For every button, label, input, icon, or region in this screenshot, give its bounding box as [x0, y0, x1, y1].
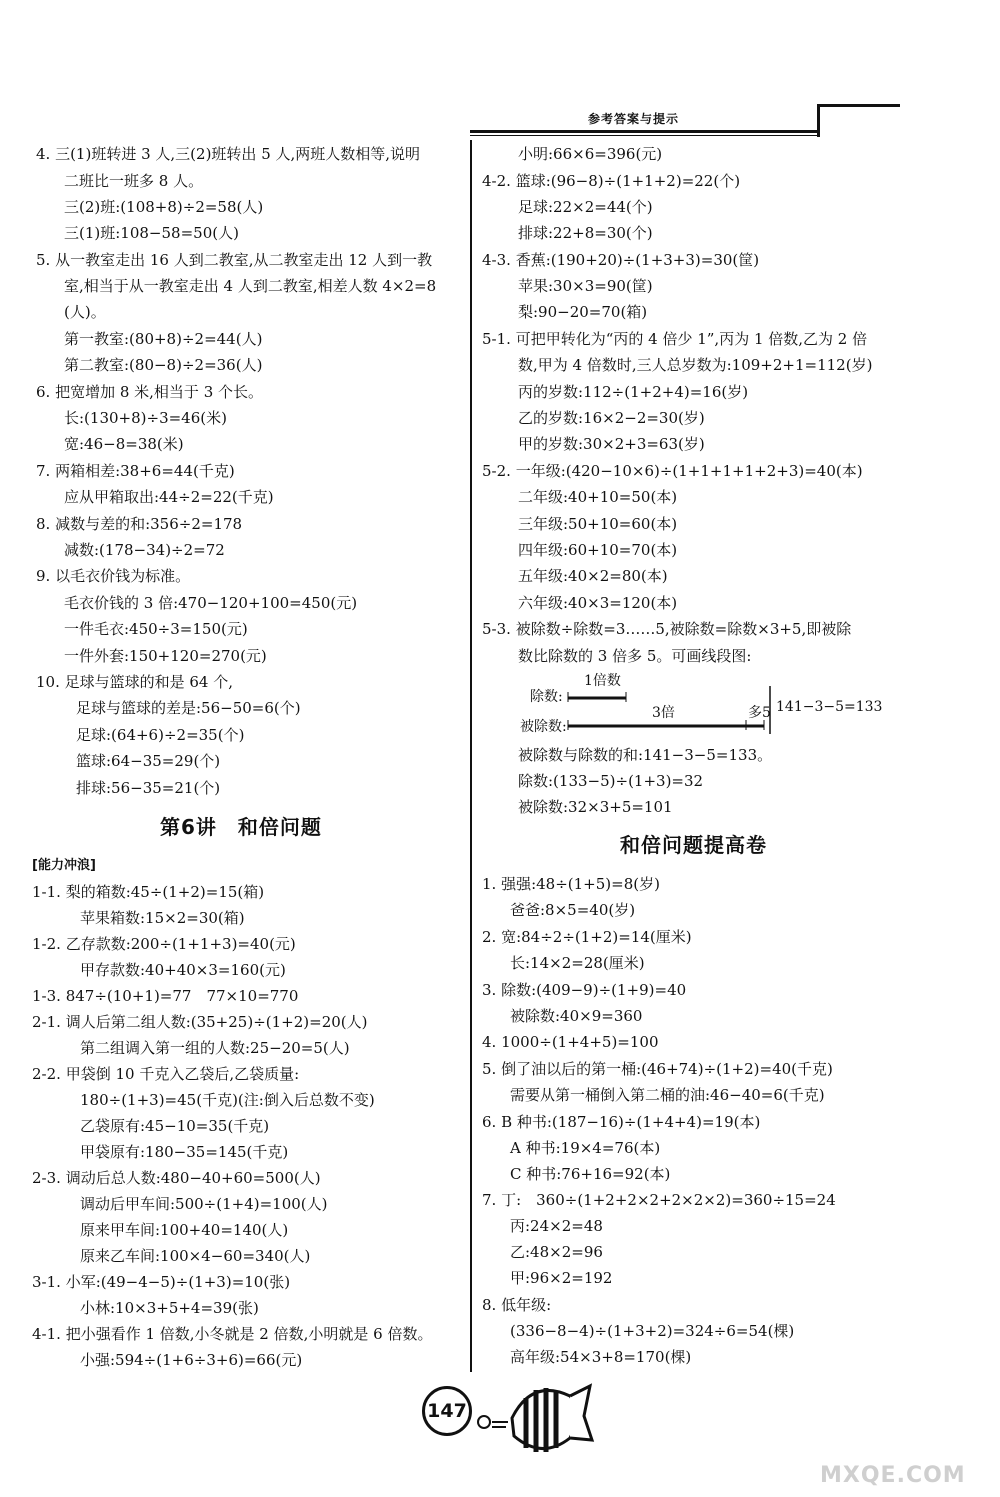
answer-line: 五年级:40×2=80(本) [518, 567, 668, 585]
answer-line: 6. 把宽增加 8 米,相当于 3 个长。 [36, 383, 264, 401]
answer-line: 六年级:40×3=120(本) [518, 594, 678, 612]
answer-line: 足球:22×2=44(个) [518, 198, 653, 216]
answer-line: 9. 以毛衣价钱为标准。 [36, 567, 191, 585]
answer-line: 需要从第一桶倒入第二桶的油:46−40=6(千克) [510, 1086, 825, 1104]
section-tag: [能力冲浪] [32, 858, 96, 873]
answer-line: 3. 除数:(409−9)÷(1+9)=40 [482, 981, 687, 999]
divisor-label: 除数: [530, 689, 563, 705]
answer-line: 1-3. 847÷(10+1)=77 77×10=770 [32, 987, 299, 1005]
answer-line: 第二组调入第一组的人数:25−20=5(人) [80, 1039, 350, 1057]
section-title: 第6讲 和倍问题 [160, 815, 322, 839]
answer-line: 2-3. 调动后总人数:480−40+60=500(人) [32, 1169, 321, 1187]
exam-title: 和倍问题提高卷 [620, 833, 767, 857]
answer-line: 6. B 种书:(187−16)÷(1+4+4)=19(本) [482, 1113, 761, 1131]
answer-line: 甲:96×2=192 [510, 1269, 613, 1287]
answer-line: 5-1. 可把甲转化为“丙的 4 倍少 1”,丙为 1 倍数,乙为 2 倍 [482, 330, 868, 348]
answer-line: 第二教室:(80−8)÷2=36(人) [64, 356, 263, 374]
answer-line: 乙袋原有:45−10=35(千克) [80, 1117, 270, 1135]
answer-line: 4-2. 篮球:(96−8)÷(1+1+2)=22(个) [482, 172, 741, 190]
page-footer [422, 1378, 622, 1468]
answer-line: 长:14×2=28(厘米) [510, 954, 645, 972]
answer-line: C 种书:76+16=92(本) [510, 1165, 671, 1183]
answer-line: (人)。 [64, 303, 106, 321]
answer-line: 三年级:50+10=60(本) [518, 515, 678, 533]
answer-line: 7. 两箱相差:38+6=44(千克) [36, 462, 235, 480]
answer-line: 苹果:30×3=90(筐) [518, 277, 653, 295]
answer-line: 足球:(64+6)÷2=35(个) [76, 726, 245, 744]
answer-line: 4-1. 把小强看作 1 倍数,小冬就是 2 倍数,小明就是 6 倍数。 [32, 1325, 433, 1343]
answer-line: 1-1. 梨的箱数:45÷(1+2)=15(箱) [32, 883, 265, 901]
answer-line: 乙的岁数:16×2−2=30(岁) [518, 409, 705, 427]
three-times-label: 3倍 [652, 705, 675, 721]
one-times-label: 1倍数 [584, 673, 621, 689]
answer-line: 毛衣价钱的 3 倍:470−120+100=450(元) [64, 594, 358, 612]
answer-line: 小强:594÷(1+6÷3+6)=66(元) [80, 1351, 303, 1369]
answer-line: 小林:10×3+5+4=39(张) [80, 1299, 259, 1317]
answer-line: 二班比一班多 8 人。 [64, 172, 204, 190]
answer-line: 排球:56−35=21(个) [76, 779, 221, 797]
more-five-label: 多5 [748, 705, 771, 721]
answer-line: 一件外套:150+120=270(元) [64, 647, 267, 665]
answer-line: 原来甲车间:100+40=140(人) [80, 1221, 289, 1239]
answer-line: 三(2)班:(108+8)÷2=58(人) [64, 198, 264, 216]
answer-line: 2. 宽:84÷2÷(1+2)=14(厘米) [482, 928, 692, 946]
answer-line: (336−8−4)÷(1+3+2)=324÷6=54(棵) [510, 1322, 795, 1340]
answer-line: 8. 低年级: [482, 1296, 552, 1314]
dividend-label: 被除数: [520, 719, 567, 735]
header-rule-thin [470, 135, 820, 136]
answer-line: 被除数与除数的和:141−3−5=133。 [518, 746, 773, 764]
column-divider [470, 140, 472, 1372]
answer-line: 10. 足球与篮球的和是 64 个, [36, 673, 234, 691]
answer-line: 甲袋原有:180−35=145(千克) [80, 1143, 289, 1161]
answer-line: 丙:24×2=48 [510, 1217, 603, 1235]
answer-line: 四年级:60+10=70(本) [518, 541, 678, 559]
answer-line: 2-2. 甲袋倒 10 千克入乙袋后,乙袋质量: [32, 1065, 300, 1083]
answer-line: 4. 三(1)班转进 3 人,三(2)班转出 5 人,两班人数相等,说明 [36, 145, 421, 163]
answer-line: 室,相当于从一教室走出 4 人到二教室,相差人数 4×2=8 [64, 277, 437, 295]
page-number: 147 [422, 1386, 472, 1436]
watermark [820, 1420, 990, 1490]
answer-line: 1-2. 乙存款数:200÷(1+1+3)=40(元) [32, 935, 296, 953]
answer-line: 苹果箱数:15×2=30(箱) [80, 909, 245, 927]
answer-line: 4-3. 香蕉:(190+20)÷(1+3+3)=30(筐) [482, 251, 760, 269]
answer-line: 甲存款数:40+40×3=160(元) [80, 961, 286, 979]
answer-line: 宽:46−8=38(米) [64, 435, 184, 453]
answer-line: 被除数:40×9=360 [510, 1007, 643, 1025]
answer-line: 甲的岁数:30×2+3=63(岁) [518, 435, 705, 453]
segment-diagram [520, 672, 940, 742]
header-title: 参考答案与提示 [588, 112, 680, 126]
answer-line: 数比除数的 3 倍多 5。可画线段图: [518, 647, 752, 665]
answer-line: 减数:(178−34)÷2=72 [64, 541, 225, 559]
header-corner [817, 104, 900, 137]
answer-line: 2-1. 调人后第二组人数:(35+25)÷(1+2)=20(人) [32, 1013, 368, 1031]
answer-line: 排球:22+8=30(个) [518, 224, 653, 242]
header-rule [470, 130, 820, 133]
answer-line: 7. 丁: 360÷(1+2+2×2+2×2×2)=360÷15=24 [482, 1191, 836, 1209]
answer-line: 足球与篮球的差是:56−50=6(个) [76, 699, 301, 717]
fish-icon [472, 1378, 622, 1458]
answer-line: 小明:66×6=396(元) [518, 145, 663, 163]
watermark-text: MXQE.COM [820, 1463, 966, 1488]
answer-line: 第一教室:(80+8)÷2=44(人) [64, 330, 263, 348]
answer-line: 二年级:40+10=50(本) [518, 488, 678, 506]
page-header [470, 102, 900, 138]
diagram-result: 141−3−5=133 [776, 699, 883, 715]
segment-lines [520, 672, 780, 742]
answer-line: 5-3. 被除数÷除数=3……5,被除数=除数×3+5,即被除 [482, 620, 852, 638]
answer-line: 乙:48×2=96 [510, 1243, 603, 1261]
answer-line: 三(1)班:108−58=50(人) [64, 224, 239, 242]
answer-line: 丙的岁数:112÷(1+2+4)=16(岁) [518, 383, 749, 401]
answer-line: 3-1. 小军:(49−4−5)÷(1+3)=10(张) [32, 1273, 291, 1291]
answer-line: 被除数:32×3+5=101 [518, 798, 673, 816]
answer-line: 原来乙车间:100×4−60=340(人) [80, 1247, 311, 1265]
answer-line: A 种书:19×4=76(本) [510, 1139, 661, 1157]
answer-line: 一件毛衣:450÷3=150(元) [64, 620, 248, 638]
answer-line: 8. 减数与差的和:356÷2=178 [36, 515, 243, 533]
answer-line: 4. 1000÷(1+4+5)=100 [482, 1033, 659, 1051]
answer-line: 5. 从一教室走出 16 人到二教室,从二教室走出 12 人到一教 [36, 251, 433, 269]
answer-line: 长:(130+8)÷3=46(米) [64, 409, 227, 427]
answer-line: 应从甲箱取出:44÷2=22(千克) [64, 488, 274, 506]
answer-line: 5. 倒了油以后的第一桶:(46+74)÷(1+2)=40(千克) [482, 1060, 833, 1078]
answer-line: 篮球:64−35=29(个) [76, 752, 221, 770]
answer-line: 5-2. 一年级:(420−10×6)÷(1+1+1+1+2+3)=40(本) [482, 462, 863, 480]
answer-line: 1. 强强:48÷(1+5)=8(岁) [482, 875, 660, 893]
answer-line: 180÷(1+3)=45(千克)(注:倒入后总数不变) [80, 1091, 375, 1109]
answer-line: 梨:90−20=70(箱) [518, 303, 648, 321]
answer-line: 爸爸:8×5=40(岁) [510, 901, 636, 919]
answer-line: 高年级:54×3+8=170(棵) [510, 1348, 692, 1366]
answer-line: 除数:(133−5)÷(1+3)=32 [518, 772, 704, 790]
answer-line: 数,甲为 4 倍数时,三人总岁数为:109+2+1=112(岁) [518, 356, 873, 374]
answer-line: 调动后甲车间:500÷(1+4)=100(人) [80, 1195, 328, 1213]
